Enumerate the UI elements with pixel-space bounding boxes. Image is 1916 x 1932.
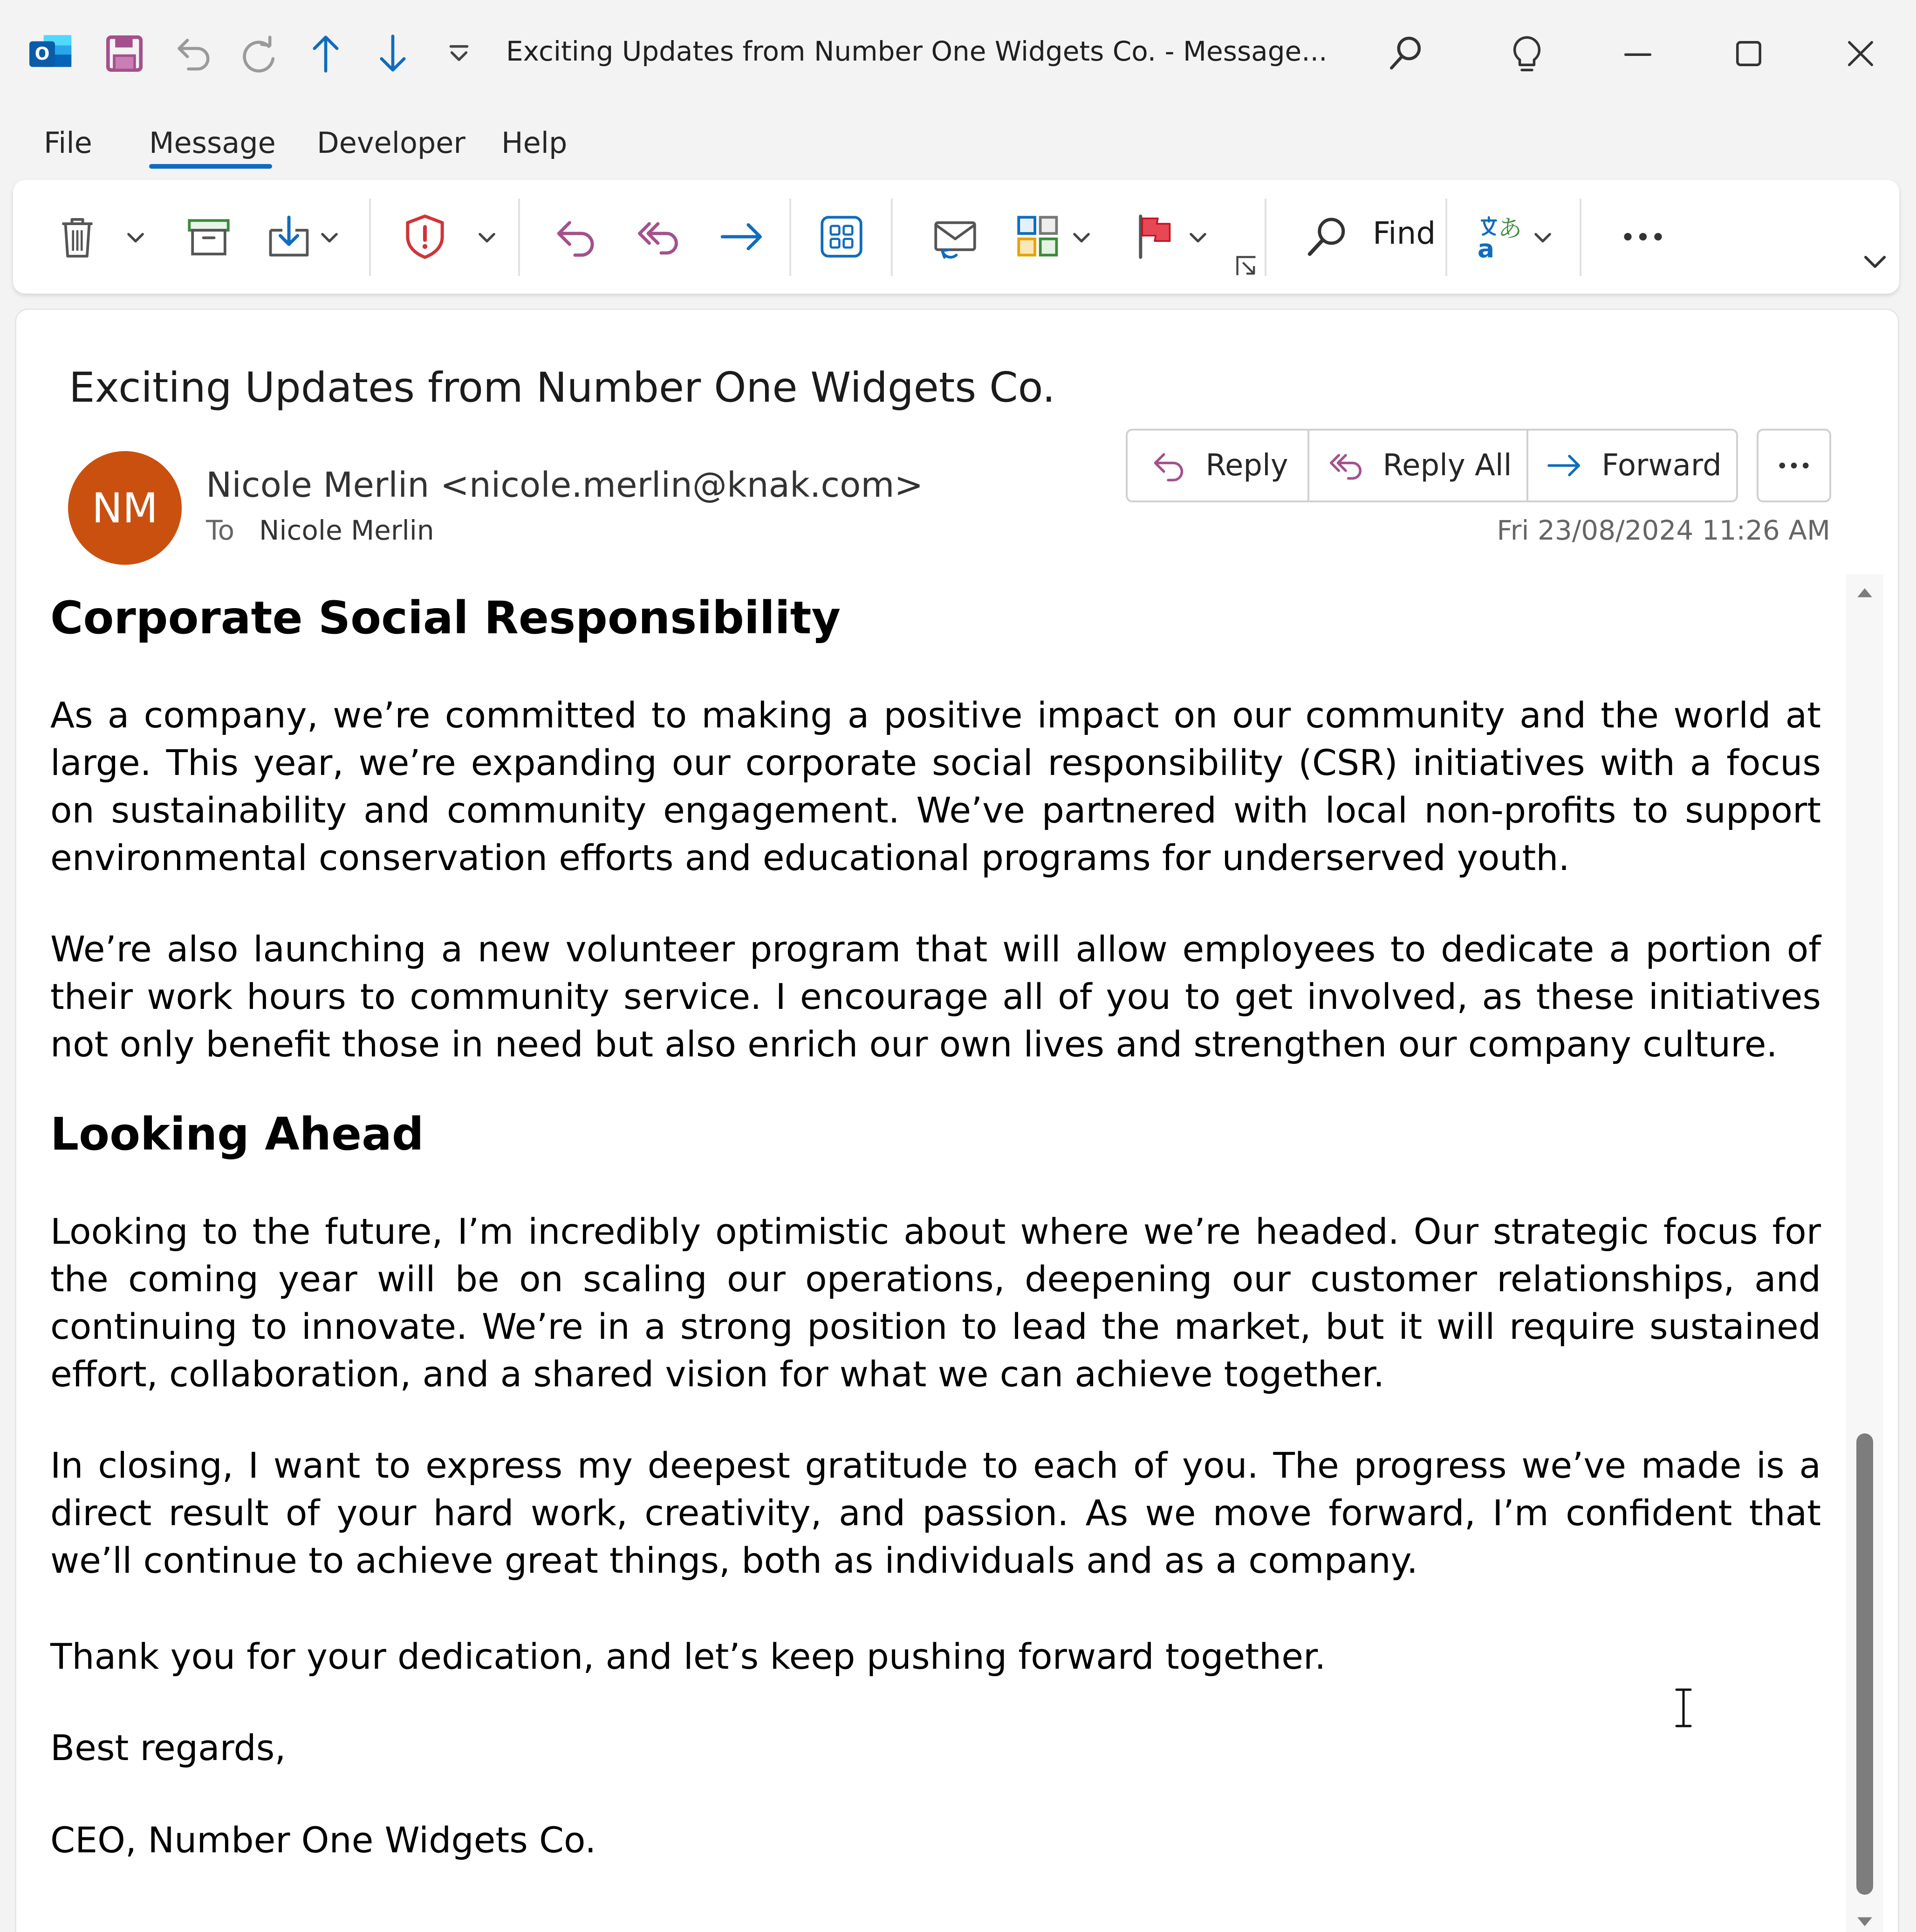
ribbon-divider (1265, 199, 1266, 276)
maximize-icon[interactable] (1723, 28, 1774, 79)
reply-all-icon (1324, 444, 1367, 487)
paragraph-thanks: Thank you for your dedication, and let’s keep pushing forward together. (50, 1636, 1326, 1677)
svg-text:あ: あ (1498, 215, 1522, 243)
categorize-icon[interactable] (1011, 210, 1065, 264)
apps-icon[interactable] (814, 210, 869, 264)
signature-line: CEO, Number One Widgets Co. (50, 1819, 596, 1861)
sender-name[interactable]: Nicole Merlin <nicole.merlin@knak.com> (206, 465, 924, 505)
reply-label: Reply (1205, 448, 1288, 483)
next-item-icon[interactable] (367, 28, 418, 79)
forward-button[interactable] (1526, 431, 1736, 500)
reply-all-icon[interactable] (631, 210, 685, 264)
reply-all-button[interactable] (1307, 431, 1526, 500)
move-icon[interactable] (262, 210, 316, 264)
recipient-name[interactable]: Nicole Merlin (259, 514, 434, 546)
ribbon (13, 180, 1899, 294)
forward-icon (1543, 444, 1586, 487)
scroll-down-icon[interactable] (1854, 1911, 1875, 1932)
paragraph-csr-1: As a company, we’re committed to making a positive impact on our community and the world at large. This year, we’re expanding our corporate social responsibility (CSR) initiatives with a focus on sustainability and community engagement. We’ve partnered with local non-profits to support environmental conservation efforts and educational programs for underserved youth. (50, 694, 1821, 878)
flag-dropdown-icon[interactable] (1185, 225, 1211, 250)
ribbon-divider (1580, 199, 1581, 276)
svg-text:a: a (1477, 234, 1494, 264)
reply-button[interactable] (1128, 431, 1307, 500)
menu-message[interactable]: Message (149, 126, 276, 160)
delete-icon[interactable] (50, 210, 104, 264)
message-actions (1126, 429, 1738, 502)
ribbon-divider (891, 199, 893, 276)
message-subject: Exciting Updates from Number One Widgets Co. (69, 363, 1055, 411)
previous-item-icon[interactable] (300, 28, 351, 79)
move-dropdown-icon[interactable] (317, 225, 342, 250)
reply-icon[interactable] (548, 210, 602, 264)
minimize-icon[interactable] (1612, 28, 1663, 79)
menu-developer[interactable]: Developer (317, 126, 465, 160)
ribbon-divider (518, 199, 520, 276)
vertical-scrollbar[interactable] (1846, 574, 1883, 1932)
undo-icon[interactable] (166, 28, 217, 79)
dialog-launcher-icon[interactable] (1234, 253, 1259, 279)
menu-file[interactable]: File (44, 126, 92, 160)
to-label: To (206, 514, 235, 546)
more-icon[interactable] (1616, 210, 1670, 264)
report-icon[interactable] (398, 210, 452, 264)
text-cursor-icon (1672, 1687, 1695, 1729)
svg-text:O: O (34, 43, 50, 64)
read-unread-icon[interactable] (928, 210, 982, 264)
paragraph-csr-2: We’re also launching a new volunteer program that will allow employees to dedicate a portion of their work hours to community service. I encourage all of you to get involved, as these initiatives not only benefit those in need but also enrich our own lives and strengthen our company culture. (50, 928, 1821, 1065)
menu-help[interactable]: Help (501, 126, 568, 160)
avatar[interactable]: NM (68, 451, 182, 565)
ribbon-divider (369, 199, 371, 276)
paragraph-looking-ahead-2: In closing, I want to express my deepest gratitude to each of you. The progress we’ve made is a direct result of your hard work, creativity, and passion. As we move forward, I’m confident that we’ll continue to achieve great things, both as individuals and as a company. (50, 1445, 1821, 1581)
translate-icon[interactable] (1474, 210, 1528, 264)
outlook-app-icon[interactable] (24, 28, 75, 79)
flag-icon[interactable] (1128, 210, 1182, 264)
categorize-dropdown-icon[interactable] (1069, 225, 1094, 250)
find-label[interactable]: Find (1373, 215, 1436, 251)
window-title: Exciting Updates from Number One Widgets Co. - Message... (506, 35, 1328, 67)
archive-icon[interactable] (182, 210, 236, 264)
reply-all-label: Reply All (1382, 448, 1512, 483)
reply-icon (1147, 444, 1190, 487)
delete-dropdown-icon[interactable] (123, 225, 148, 250)
scroll-up-icon[interactable] (1854, 582, 1875, 603)
paragraph-looking-ahead-1: Looking to the future, I’m incredibly optimistic about where we’re headed. Our strategic focus for the coming year will be on scaling our operations, deepening our customer relationships, and continuing to innovate. We’re in a strong position to lead the market, but it will require sustained effort, collaboration, and a shared vision for what we can achieve together. (50, 1211, 1821, 1395)
lightbulb-icon[interactable] (1501, 28, 1553, 79)
ribbon-divider (1445, 199, 1447, 276)
title-bar (0, 0, 1916, 107)
collapse-ribbon-icon[interactable] (1858, 245, 1892, 279)
forward-label: Forward (1601, 448, 1722, 483)
find-icon[interactable] (1300, 210, 1354, 264)
report-dropdown-icon[interactable] (474, 225, 500, 250)
message-timestamp: Fri 23/08/2024 11:26 AM (1497, 514, 1830, 546)
ribbon-divider (789, 199, 791, 276)
heading-looking-ahead: Looking Ahead (50, 1108, 424, 1160)
active-tab-indicator (149, 164, 272, 169)
search-icon[interactable] (1379, 28, 1430, 79)
heading-csr: Corporate Social Responsibility (50, 592, 841, 644)
more-actions-button[interactable] (1757, 429, 1831, 502)
redo-icon[interactable] (233, 28, 284, 79)
forward-icon[interactable] (715, 210, 769, 264)
close-icon[interactable] (1835, 28, 1886, 79)
translate-dropdown-icon[interactable] (1530, 225, 1555, 250)
save-icon[interactable] (99, 28, 150, 79)
customize-toolbar-icon[interactable] (433, 28, 485, 79)
more-icon (1773, 445, 1815, 486)
scroll-thumb[interactable] (1856, 1433, 1873, 1895)
closing-line: Best regards, (50, 1727, 286, 1768)
